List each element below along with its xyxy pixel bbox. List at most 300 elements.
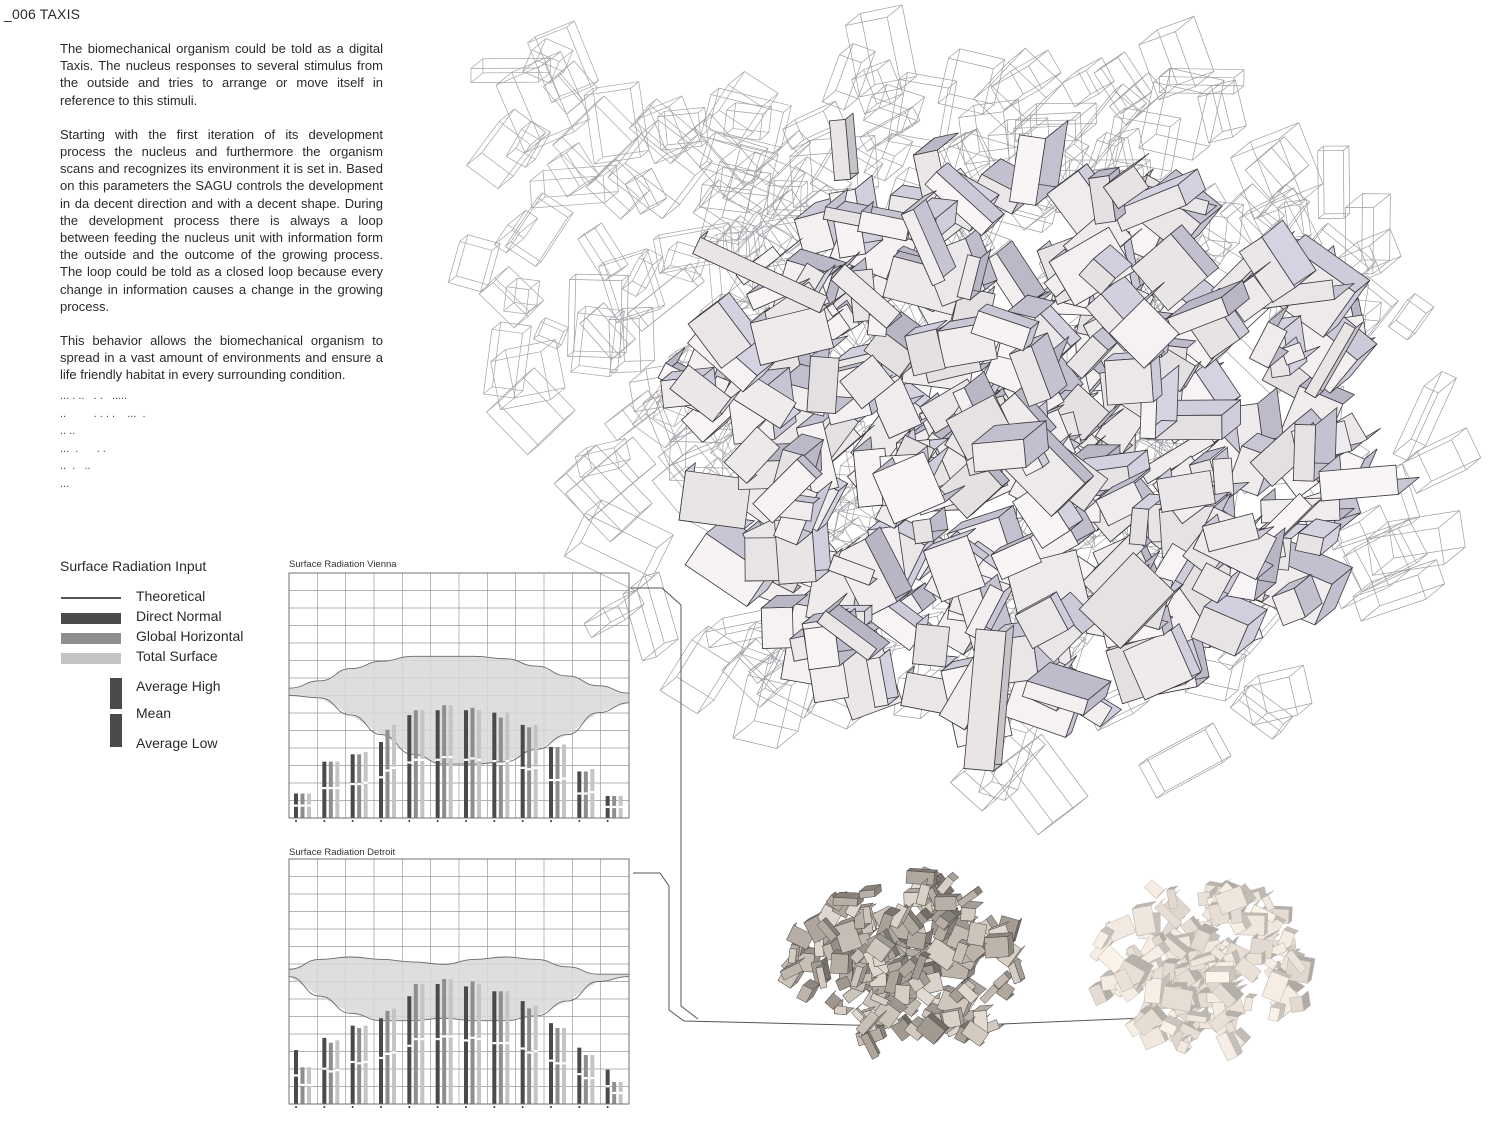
month-tick-dot [522,820,524,822]
block-edge [1361,606,1380,621]
total-surface-bar [420,710,424,818]
paragraph-process: Starting with the first iteration of its development process the nucleus and furthermore the organism scans and recognizes its environment it is set in. Based on this parameters the SAGU controls the development in da decent direction and with a decent shape. During the development process there is always a loop between feeding the nucleus unit with information form the outside and the outcome of the growing process. The loop could be told as a closed loop because every change in information causes a change in the growing process. [60,126,383,314]
total-surface-bar [364,752,368,818]
block-edge [1139,30,1158,45]
wireframe-block [533,318,568,349]
mean-marker [584,1077,588,1079]
wireframe-block [584,82,649,164]
global-horizontal-bar [329,762,333,818]
block-edge [1029,50,1048,66]
block-edge [620,352,626,357]
block-edge [578,306,586,313]
block-front-face [906,871,934,885]
global-horizontal-bar [357,1028,361,1104]
block-edge [1072,146,1089,160]
block-edge [810,179,816,184]
block-edge [1438,378,1456,393]
block-edge [506,238,524,253]
block-edge [471,59,483,69]
global-horizontal-bar [584,771,588,818]
block-back-face [558,61,598,102]
paragraph-behavior: This behavior allows the biomechanical organism to spread in a vast amount of environments and ensure a life friendly habitat in every surrounding condition. [60,333,383,383]
mean-marker [414,759,418,761]
block-edge [950,771,964,782]
mean-marker [307,805,311,807]
mean-marker [471,757,475,759]
direct-normal-bar [351,754,355,818]
wireframe-block [553,96,642,183]
mean-marker [477,1038,481,1040]
mean-marker [301,805,305,807]
wireframe-block [1353,560,1445,622]
block-front-face [543,73,583,114]
block-edge [1223,756,1231,763]
block-edge [1042,73,1061,89]
block-front-face [1319,465,1398,501]
block-back-face [649,96,700,154]
block-front-face [1213,458,1234,496]
mean-marker [527,768,531,770]
block-front-face [1244,677,1298,725]
iteration-block [859,884,882,898]
theoretical-band [289,957,629,1021]
block-edge [639,464,656,478]
legend-label: Global Horizontal [136,628,244,644]
month-tick-dot [295,820,297,822]
mean-marker [322,1068,326,1070]
block-front-face [984,936,1009,958]
month-tick-dot [408,1106,410,1108]
block-edge [1303,184,1323,200]
block-edge [1008,48,1025,62]
block-back-face [896,72,956,143]
direct-normal-bar [464,710,468,818]
mean-marker [307,1084,311,1086]
global-horizontal-bar [584,1055,588,1104]
block-edge [1240,184,1252,194]
block-edge [1418,560,1437,575]
block-edge [1234,70,1244,78]
wireframe-block [467,109,546,189]
block-front-face [767,186,801,216]
block-edge [629,339,636,344]
block-edge [656,639,678,657]
block-front-face [822,55,861,110]
block-front-face [831,954,849,974]
mean-marker [534,1050,538,1052]
mean-marker [335,1069,339,1071]
block-edge [1075,103,1096,120]
block-edge [1014,115,1031,129]
block-edge [622,281,632,289]
block-back-face [1323,146,1349,214]
global-horizontal-bar [386,1011,390,1104]
block-edge [1380,256,1401,273]
block-back-face [1258,665,1312,713]
block-back-face [1396,294,1434,334]
wireframe-block [1065,84,1146,171]
block-front-face [554,455,640,542]
block-edge [649,99,656,105]
block-edge [504,302,515,311]
block-front-face [1144,879,1163,898]
block-edge [640,503,652,513]
block-edge [1343,548,1354,557]
mean-marker [294,805,298,807]
mean-marker [329,787,333,789]
direct-normal-bar [322,762,326,818]
month-tick-dot [522,1106,524,1108]
block-front-face [1290,996,1304,1012]
block-front-face [660,640,729,714]
block-edge [877,164,883,169]
block-edge [657,535,673,548]
legend-average-high: Average High [136,678,221,694]
month-tick-dot [437,820,439,822]
mean-marker [499,1042,503,1044]
block-edge [1318,214,1324,219]
block-edge [552,97,560,103]
block-edge [1073,796,1088,808]
block-front-face [1144,978,1162,1004]
block-back-face [586,303,635,354]
block-edge [772,189,792,205]
mean-marker [386,1053,390,1055]
mean-marker [471,1037,475,1039]
mean-marker [442,756,446,758]
direct-normal-bar [549,1023,553,1104]
mean-marker [386,769,390,771]
iteration-block [1268,1002,1285,1021]
mean-marker [301,1084,305,1086]
mean-marker [420,759,424,761]
block-front-face [467,121,531,188]
block-edge [1407,446,1425,461]
legend-label: Total Surface [136,648,218,664]
block-front-face [935,897,956,911]
mean-marker [379,1057,383,1059]
block-edge [506,148,516,156]
block-back-face [514,278,539,305]
total-surface-bar [534,1006,538,1104]
rendered-spike [829,113,858,180]
month-tick-dot [550,1106,552,1108]
total-surface-bar [335,1040,339,1104]
mean-marker [420,1038,424,1040]
iteration-block [833,892,864,906]
mean-marker [577,1073,581,1075]
legend-label: Theoretical [136,588,206,604]
block-back-face [511,193,573,262]
block-edge [1231,142,1251,158]
block-front-face [938,58,993,114]
block-edge [691,134,698,140]
iteration-light-organism [1089,879,1315,1061]
month-tick-dot [550,820,552,822]
wireframe-block [1393,371,1456,460]
wireframe-block [1139,68,1224,160]
total-surface-bar [392,1008,396,1104]
block-back-face [882,133,913,166]
block-front-face [807,356,839,413]
block-edge [471,73,483,83]
block-front-face [761,607,793,648]
mean-marker [612,1092,616,1094]
block-back-face [1388,511,1465,558]
wireframe-block [1244,665,1312,725]
wireframe-block [494,210,537,253]
block-edge [629,369,646,383]
block-edge [564,410,575,419]
direct-normal-bar [549,747,553,818]
wireframe-block [523,39,573,84]
block-front-face [788,948,796,963]
block-edge [495,266,509,277]
block-edge [641,360,655,371]
mean-marker [407,1045,411,1047]
mean-marker [464,1039,468,1041]
block-edge [492,322,501,329]
direct-normal-bar [464,986,468,1104]
global-horizontal-bar [471,708,475,818]
block-edge [1075,94,1091,107]
mean-marker [505,760,509,762]
block-edge [1369,229,1390,246]
mean-marker [436,1038,440,1040]
block-edge [669,96,682,106]
block-edge [641,120,658,134]
block-edge [623,576,645,594]
month-tick-dot [323,1106,325,1108]
block-edge [660,677,677,691]
block-back-face [645,572,678,643]
block-edge [1271,137,1284,148]
wireframe-block [1367,511,1465,576]
block-edge [1321,223,1328,228]
block-front-face [564,513,657,591]
mean-marker [379,776,383,778]
mean-marker [392,767,396,769]
block-edge [523,326,532,333]
block-side-face [973,1005,993,1012]
wireframe-block [1345,194,1390,274]
mean-marker [584,792,588,794]
block-edge [1114,84,1123,91]
block-edge [1424,371,1442,386]
block-edge [1279,123,1299,139]
mean-marker [364,782,368,784]
block-front-face [972,439,1026,472]
mean-marker [492,760,496,762]
block-front-face [859,890,875,899]
block-edge [1004,94,1023,110]
iteration-block [984,933,1013,959]
block-back-face [719,71,778,132]
month-tick-dot [323,820,325,822]
total-surface-bar [562,1028,566,1104]
block-back-face [543,165,618,197]
total-surface-bar [590,1055,594,1104]
mean-marker [521,1047,525,1049]
wireframe-block [506,121,550,167]
block-front-face [1129,508,1149,545]
block-front-face [1206,971,1230,983]
mean-marker [549,779,553,781]
month-tick-dot [352,1106,354,1108]
block-edge [698,281,704,286]
wireframe-block [567,274,628,358]
block-edge [622,265,628,270]
block-back-face [1101,52,1152,108]
block-edge [1046,209,1056,218]
block-edge [728,71,744,84]
block-edge [595,223,601,228]
block-edge [1175,16,1194,31]
block-edge [530,171,543,182]
wireframe-block [699,168,770,213]
block-edge [574,119,590,132]
wireframe-block [504,278,540,314]
mean-marker [449,1035,453,1037]
dot-notation: ... . .. . . ..... .. . . . . ... . .. .. ... . . . .. . .. ... [60,390,146,490]
iteration-block [1244,993,1258,1011]
month-tick-dot [380,820,382,822]
wireframe-block [724,103,772,140]
block-front-face [906,931,927,950]
mean-marker [562,778,566,780]
block-edge [1160,68,1170,76]
block-front-face [913,624,950,667]
block-edge [523,368,534,377]
direct-normal-bar [379,1018,383,1104]
chart-vienna [289,573,629,822]
global-horizontal-bar [527,1008,531,1104]
block-edge [508,210,526,225]
wireframe-block [528,21,599,103]
direct-normal-bar [521,725,525,818]
global-horizontal-bar [556,1028,560,1104]
block-edge [529,281,540,290]
direct-normal-bar [492,991,496,1104]
block-back-face [492,322,531,391]
block-edge [1346,194,1363,208]
block-back-face [664,107,708,144]
block-edge [564,543,580,556]
block-edge [1343,146,1349,151]
wireframe-block [1094,52,1151,114]
block-edge [1027,734,1042,746]
global-horizontal-bar [471,982,475,1105]
block-edge [521,121,531,129]
block-edge [1032,745,1046,756]
direct-normal-bar [407,996,411,1104]
block-front-face [912,519,933,544]
block-edge [851,70,863,80]
block-front-face [1353,575,1426,621]
wireframe-block [1402,428,1481,494]
mean-marker [335,787,339,789]
wireframe-block [1230,685,1292,739]
wireframe-block [554,445,652,542]
chart-detroit [289,859,629,1108]
mean-marker [464,759,468,761]
block-edge [804,712,812,718]
block-edge [1318,146,1324,151]
month-tick-dot [380,1106,382,1108]
block-edge [1366,302,1382,315]
wireframe-block [599,249,665,323]
block-edge [483,387,492,394]
block-edge [877,60,889,70]
block-edge [525,159,535,167]
month-tick-dot [295,1106,297,1108]
block-edge [795,157,807,167]
mean-marker [562,1062,566,1064]
global-horizontal-bar [556,747,560,818]
block-back-face [1362,194,1391,261]
iteration-block [906,868,938,885]
total-surface-bar [335,762,339,818]
block-front-face [483,329,522,398]
block-front-face [504,287,529,314]
legend-mean: Mean [136,705,172,721]
block-edge [865,104,877,114]
mean-marker [549,1060,553,1062]
block-back-face [1357,229,1401,270]
mean-marker [577,792,581,794]
block-front-face [960,907,975,921]
mean-marker [329,1070,333,1072]
mean-marker [357,783,361,785]
block-edge [1426,584,1445,599]
mean-marker [357,1062,361,1064]
block-back-face [566,445,652,532]
wireframe-block [496,51,590,152]
wireframe-block [571,306,625,376]
block-edge [780,236,793,246]
block-front-face [471,68,539,83]
block-front-face [1343,528,1416,592]
mean-marker [492,1042,496,1044]
global-horizontal-bar [357,754,361,818]
block-edge [496,72,512,85]
block-front-face [967,922,987,946]
month-tick-dot [607,820,609,822]
block-back-face [581,500,674,578]
block-front-face [1198,91,1233,143]
block-edge [571,365,579,372]
mean-marker [322,787,326,789]
global-horizontal-bar [499,718,503,818]
mean-marker [477,759,481,761]
direct-normal-bar [351,1026,355,1104]
total-surface-bar [449,705,453,818]
mean-marker [294,1074,298,1076]
legend-label: Direct Normal [136,608,222,624]
direct-normal-bar [521,1001,525,1104]
direct-normal-bar [322,1038,326,1104]
block-edge [801,182,807,187]
block-back-face [1036,103,1096,124]
block-edge [697,700,714,714]
total-surface-bar [477,710,481,818]
wireframe-block [658,107,708,150]
mean-marker [590,1077,594,1079]
month-tick-dot [465,820,467,822]
block-edge [786,131,799,141]
block-edge [1046,84,1063,98]
block-edge [605,192,618,203]
